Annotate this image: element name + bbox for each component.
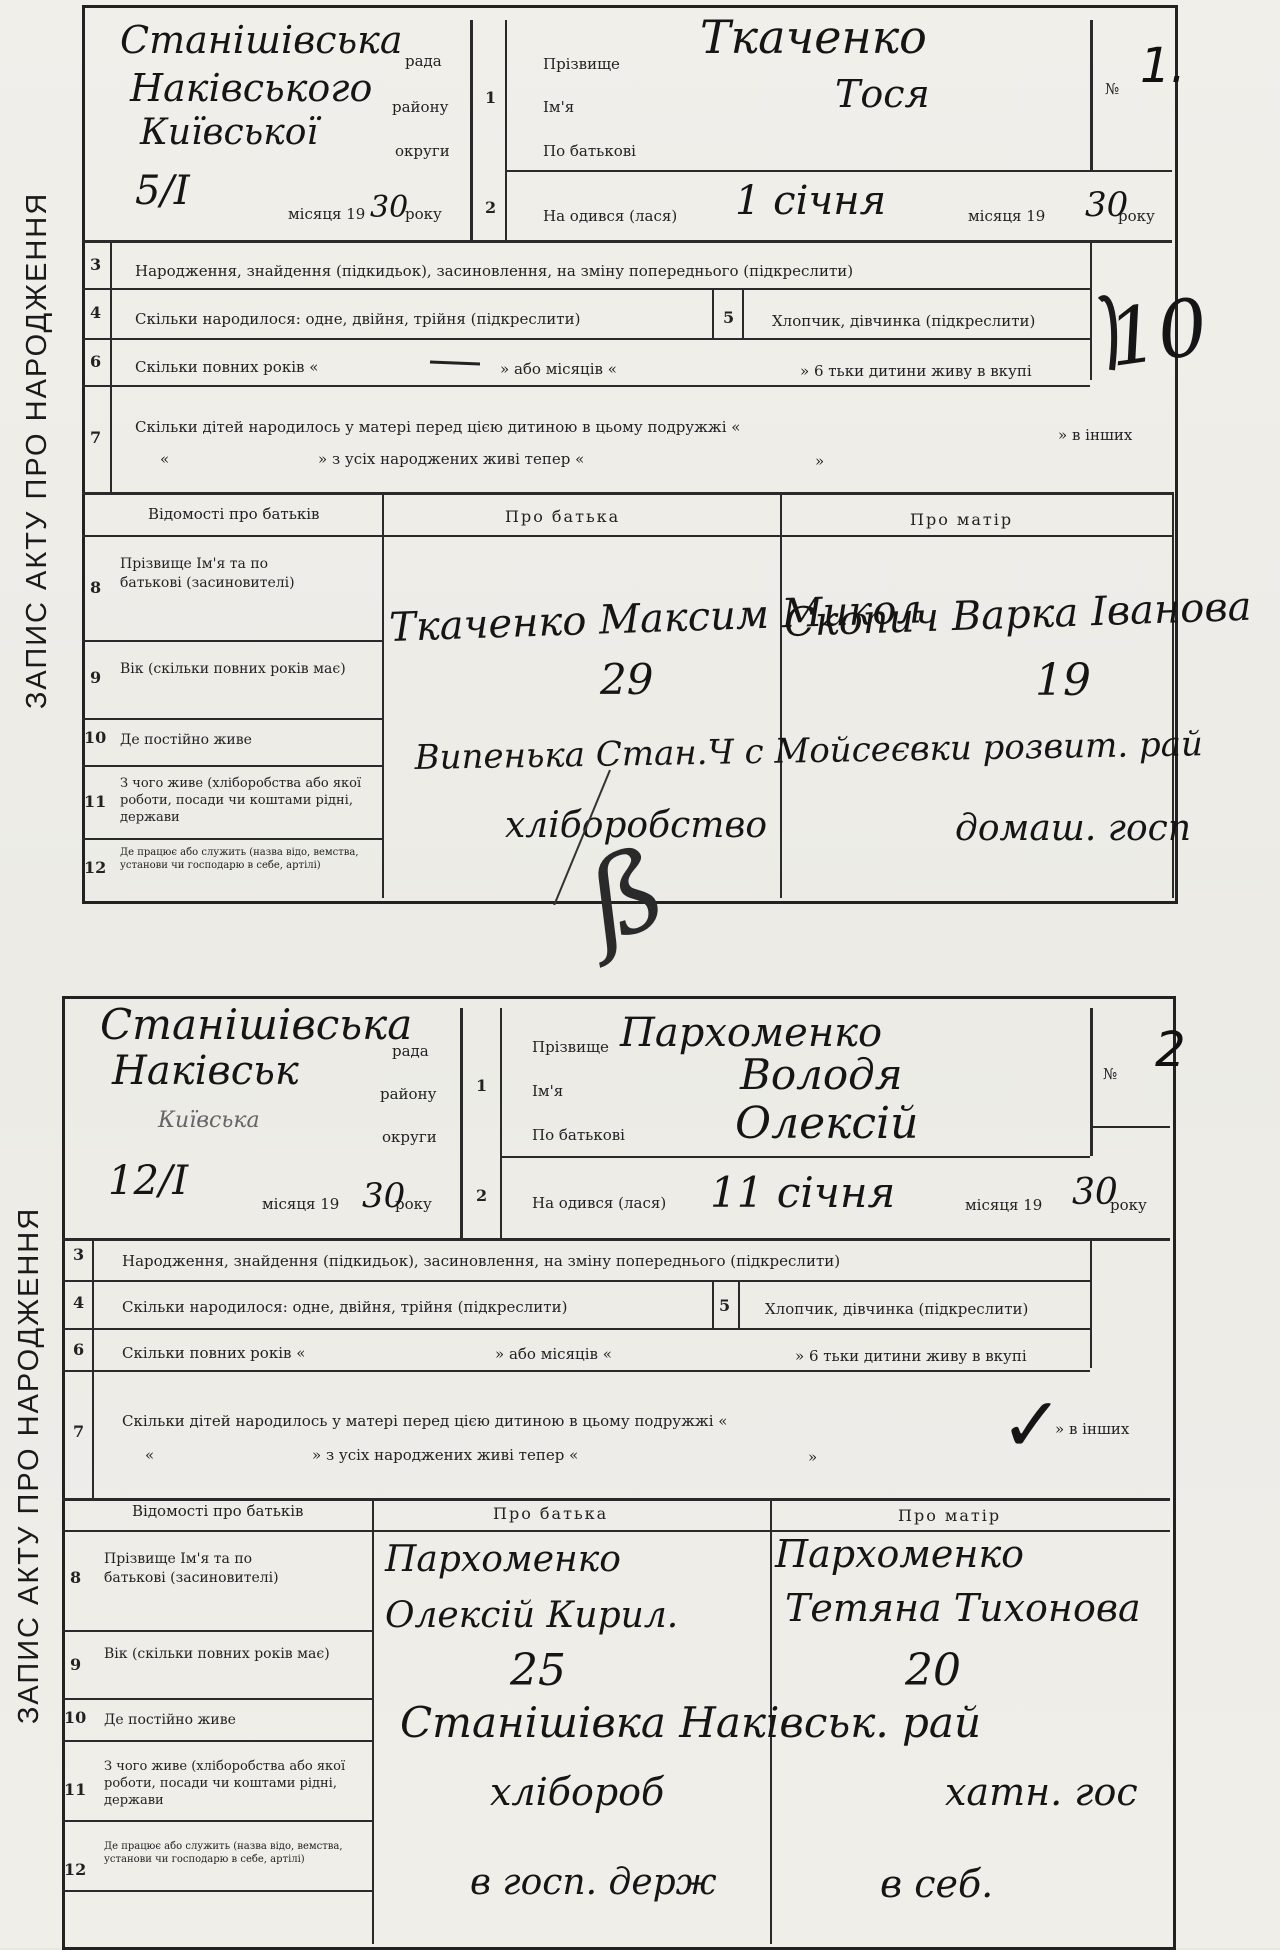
row7e-text: » xyxy=(808,1448,818,1466)
field-number: 1 xyxy=(485,88,497,107)
field-number: 1 xyxy=(476,1076,488,1095)
row11-text: З чого живе (хліборобства або якої роботи, посади чи коштами рідні, держави xyxy=(104,1759,346,1808)
hw-born: 1 січня xyxy=(735,178,887,224)
row9-text: Вік (скільки повних років має) xyxy=(120,661,346,677)
row-number: 8 xyxy=(90,578,102,597)
patronymic-label: По батькові xyxy=(532,1126,625,1144)
row-number: 6 xyxy=(73,1340,85,1359)
record-number: 2 xyxy=(1155,1022,1186,1078)
row9-text: Вік (скільки повних років має) xyxy=(104,1646,330,1662)
row5-text: Хлопчик, дівчинка (підкреслити) xyxy=(765,1300,1029,1318)
record-number-label: № xyxy=(1103,1065,1118,1083)
surname-label: Прізвище xyxy=(543,55,620,73)
hw-residence: Станішівка Наківськ. рай xyxy=(400,1698,982,1747)
hw-father-name: Пархоменко Олексій Кирил. xyxy=(385,1539,679,1636)
row-number: 5 xyxy=(723,308,735,327)
hw-okruh: Київської xyxy=(140,112,318,153)
surname-label: Прізвище xyxy=(532,1038,609,1056)
okruh-label: округи xyxy=(395,142,450,160)
rada-label: рада xyxy=(405,52,442,70)
row-number: 11 xyxy=(84,792,107,811)
row6a-text: Скільки повних років « xyxy=(122,1344,306,1362)
record-number-label: № xyxy=(1105,80,1120,98)
side-title-text: ЗАПИС АКТУ ПРО НАРОДЖЕННЯ xyxy=(13,1206,46,1724)
year-suffix-label: року xyxy=(395,1195,432,1213)
hw-surname: Ткаченко xyxy=(700,10,927,64)
field-number: 2 xyxy=(476,1186,488,1205)
row10-text: Де постійно живе xyxy=(104,1712,236,1728)
hw-mother-occupation: хатн. гос xyxy=(945,1770,1138,1814)
row7d-text: » з усіх народжених живі тепер « xyxy=(318,450,585,468)
row-number: 6 xyxy=(90,352,102,371)
hw-mother-age: 19 xyxy=(1035,655,1091,706)
rada-label: рада xyxy=(392,1042,429,1060)
hw-mother-age: 20 xyxy=(905,1645,961,1696)
hw-scribble: ß xyxy=(570,823,680,968)
row4-text: Скільки народилося: одне, двійня, трійня (підкреслити) xyxy=(135,310,581,328)
hw-side-mark: 10 xyxy=(1102,282,1214,385)
row7d-text: » з усіх народжених живі тепер « xyxy=(312,1446,579,1464)
row7c-text: « xyxy=(145,1446,155,1464)
hw-mother-name: Скопич Варка Іванова xyxy=(783,583,1253,646)
hw-surname: Пархоменко xyxy=(620,1010,883,1056)
row-number: 10 xyxy=(84,728,107,747)
hw-father-age: 25 xyxy=(510,1645,566,1696)
row10-text: Де постійно живе xyxy=(120,732,252,748)
born-year-suffix: року xyxy=(1110,1196,1147,1214)
row-number: 11 xyxy=(64,1780,87,1799)
row6b-text: » або місяців « xyxy=(495,1345,612,1363)
hw-date: 5/І xyxy=(135,168,190,214)
hw-father-name: Ткаченко Максим Микол xyxy=(388,586,923,651)
hw-year: 30 xyxy=(362,1176,406,1216)
row-number: 10 xyxy=(64,1708,87,1727)
row7b-text: » в інших xyxy=(1055,1420,1130,1438)
row4-text: Скільки народилося: одне, двійня, трійня (підкреслити) xyxy=(122,1298,568,1316)
mother-header: Про матір xyxy=(898,1506,1002,1525)
birth-record-form-1 xyxy=(0,0,1280,968)
name-label: Ім'я xyxy=(543,98,575,116)
month-year-label: місяця 19 xyxy=(262,1195,340,1213)
hw-name: Тося xyxy=(835,72,930,116)
born-label: На одився (лася) xyxy=(532,1194,667,1212)
row7e-text: » xyxy=(815,452,825,470)
hw-rada: Станішівська xyxy=(120,18,403,62)
ink-strokes xyxy=(0,0,1280,905)
row-number: 3 xyxy=(90,255,102,274)
hw-check: ✓ xyxy=(1000,1380,1064,1469)
father-header: Про батька xyxy=(505,507,621,526)
row3-text: Народження, знайдення (підкидьок), засиновлення, на зміну попереднього (підкреслити) xyxy=(135,262,854,280)
row-number: 9 xyxy=(70,1655,82,1674)
hw-born: 11 січня xyxy=(710,1168,896,1217)
row11-text: З чого живе (хліборобства або якої роботи, посади чи коштами рідні, держави xyxy=(120,776,362,825)
born-month-label: місяця 19 xyxy=(968,207,1046,225)
hw-patronymic: Олексій xyxy=(735,1098,919,1149)
hw-raion: Наківськ xyxy=(112,1048,299,1094)
row7b-text: » в інших xyxy=(1058,426,1133,444)
okruh-label: округи xyxy=(382,1128,437,1146)
hw-mother-work: в себ. xyxy=(880,1862,994,1906)
born-month-label: місяця 19 xyxy=(965,1196,1043,1214)
row3-text: Народження, знайдення (підкидьок), засиновлення, на зміну попереднього (підкреслити) xyxy=(122,1252,841,1270)
row-number: 12 xyxy=(84,858,107,877)
side-title-text: ЗАПИС АКТУ ПРО НАРОДЖЕННЯ xyxy=(21,191,54,709)
month-year-label: місяця 19 xyxy=(288,205,366,223)
hw-born-year: 30 xyxy=(1085,185,1129,225)
parents-header: Відомості про батьків xyxy=(148,505,320,523)
hw-residence: Випенька Стан.Ч с Мойсеєвки розвит. рай xyxy=(414,724,1204,778)
row6b-text: » або місяців « xyxy=(500,360,617,378)
hw-father-occupation: хліборобство xyxy=(505,805,768,846)
father-header: Про батька xyxy=(493,1504,609,1523)
name-label: Ім'я xyxy=(532,1082,564,1100)
row-number: 7 xyxy=(90,428,102,447)
hw-mother-surname: Пархоменко xyxy=(775,1532,1025,1576)
row6c-text: » 6 тьки дитини живу в вкупі xyxy=(800,362,1032,380)
born-year-suffix: року xyxy=(1118,207,1155,225)
row-number: 9 xyxy=(90,668,102,687)
field-number: 2 xyxy=(485,198,497,217)
hw-father-age: 29 xyxy=(600,655,654,704)
row12-text: Де працює або служить (назва відо, вемства, установи чи господарю в себе, артілі) xyxy=(120,847,359,871)
hw-rada: Станішівська xyxy=(100,1000,413,1049)
born-label: На одився (лася) xyxy=(543,207,678,225)
hw-father-work: в госп. держ xyxy=(470,1862,717,1903)
row-number: 7 xyxy=(73,1422,85,1441)
hw-date: 12/І xyxy=(108,1158,189,1204)
birth-record-form-2 xyxy=(0,990,1280,1948)
hw-father-occupation: хлібороб xyxy=(490,1770,665,1814)
row5-text: Хлопчик, дівчинка (підкреслити) xyxy=(772,312,1036,330)
hw-okruh: Київська xyxy=(158,1108,260,1133)
patronymic-label: По батькові xyxy=(543,142,636,160)
parents-header: Відомості про батьків xyxy=(132,1502,304,1520)
side-title xyxy=(0,1030,67,1900)
row-number: 3 xyxy=(73,1245,85,1264)
row7a-text: Скільки дітей народилось у матері перед цією дитиною в цьому подружжі « xyxy=(122,1412,728,1430)
record-number: 1. xyxy=(1140,38,1186,94)
row6a-text: Скільки повних років « xyxy=(135,358,319,376)
hw-mother-name: Тетяна Тихонова xyxy=(785,1586,1141,1630)
hw-name: Володя xyxy=(740,1050,903,1099)
row-number: 5 xyxy=(719,1296,731,1315)
row7c-text: « xyxy=(160,450,170,468)
row-number: 12 xyxy=(64,1860,87,1879)
row-number: 4 xyxy=(73,1293,85,1312)
row6c-text: » 6 тьки дитини живу в вкупі xyxy=(795,1347,1027,1365)
hw-mother-occupation: домаш. госп xyxy=(955,808,1192,849)
row12-text: Де працює або служить (назва відо, вемства, установи чи господарю в себе, артілі) xyxy=(104,1841,343,1865)
hw-raion: Наківського xyxy=(130,66,373,110)
row7a-text: Скільки дітей народилось у матері перед цією дитиною в цьому подружжі « xyxy=(135,418,741,436)
row8-text: Прізвище Ім'я та по батькові (засиновителі) xyxy=(104,1551,279,1586)
hw-born-year: 30 xyxy=(1072,1172,1118,1213)
hw-year: 30 xyxy=(370,190,409,225)
year-suffix-label: року xyxy=(405,205,442,223)
row8-text: Прізвище Ім'я та по батькові (засиновителі) xyxy=(120,556,295,591)
row-number: 8 xyxy=(70,1568,82,1587)
raion-label: району xyxy=(380,1085,437,1103)
mother-header: Про матір xyxy=(910,510,1014,529)
raion-label: району xyxy=(392,98,449,116)
row-number: 4 xyxy=(90,303,102,322)
